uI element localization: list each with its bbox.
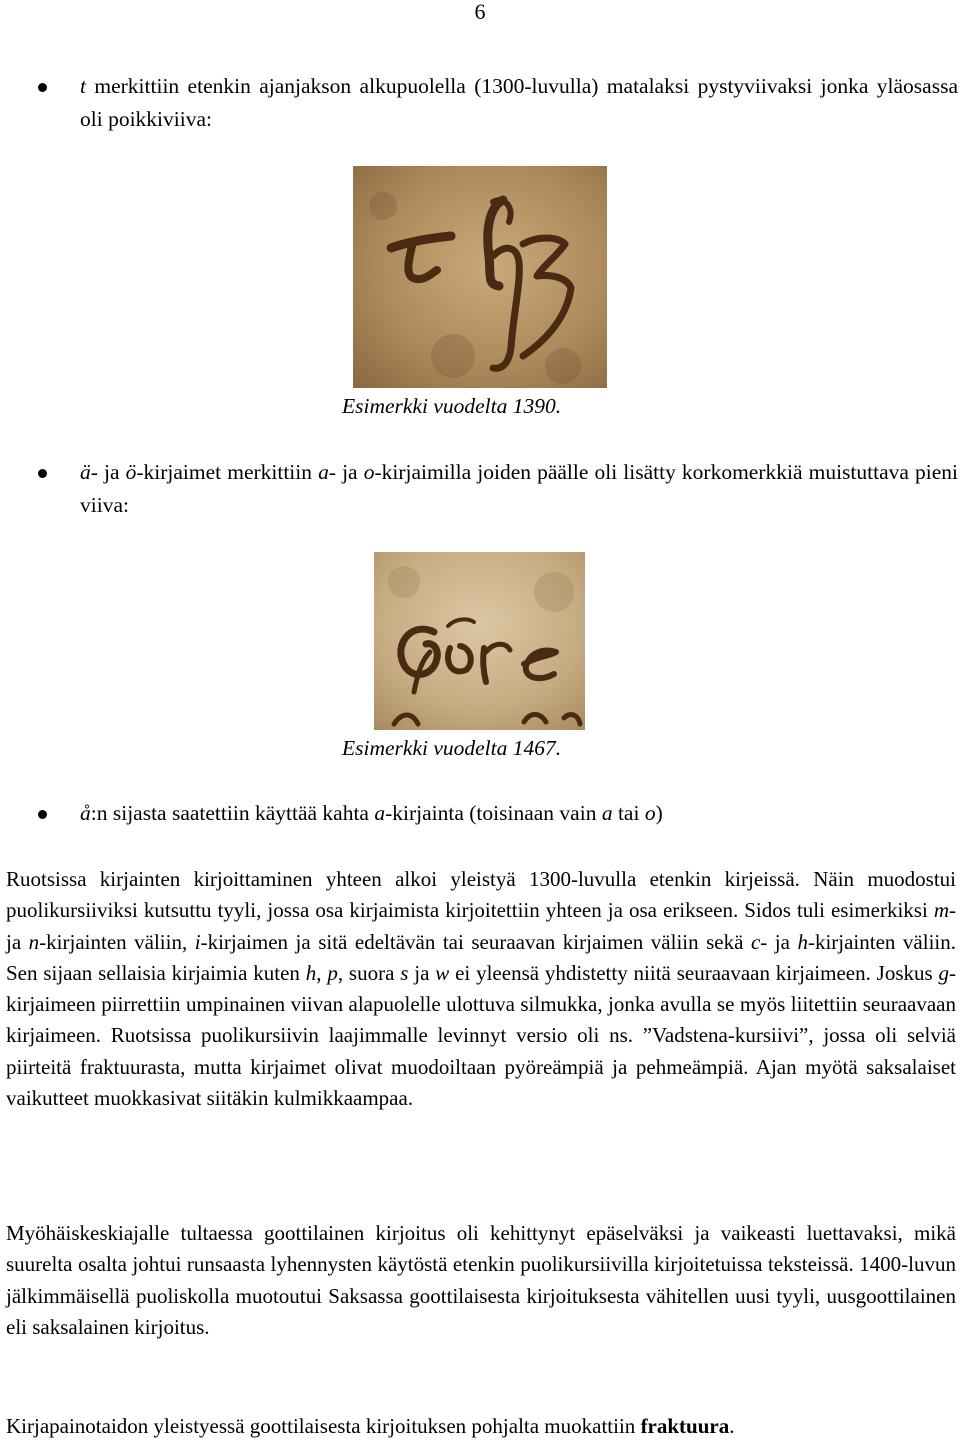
paragraph-uusgoottilainen: Myöhäiskeskiajalle tultaessa goottilainen kirjoitus oli kehittynyt epäselväksi ja vaikeasti luettavaksi, mikä suurelta osalta johtui runsaasta lyhennysten käytöstä etenkin puolikursiivilla kirjoitetuissa teksteissä. 1400-luvun jälkimmäisellä puoliskolla muotoutui Saksassa goottilaisesta kirjoituksesta vähitellen uusi tyyli, uusgoottilainen eli saksalainen kirjoitus.: [6, 1221, 956, 1339]
bullet-item-aring: [0, 797, 958, 830]
paragraph-puolikursiivi: Ruotsissa kirjainten kirjoittaminen yhteen alkoi yleistyä 1300-luvulla etenkin kirjeissä. Näin muodostui puolikursiiviksi kutsuttu tyyli, jossa osa kirjaimista kirjoitettiin yhteen ja osa erikseen. Sidos tuli esimerkiksi m- ja n-kirjainten väliin, i-kirjaimen ja sitä edeltävän tai seuraavan kirjaimen väliin sekä c- ja h-kirjainten väliin. Sen sijaan sellaisia kirjaimia kuten h, p, suora s ja w ei yleensä yhdistetty niitä seuraavaan kirjaimeen. Joskus g-kirjaimeen piirrettiin umpinainen viivan alapuolelle ulottuva silmukka, jonka avulla se myös liitettiin seuraavaan kirjaimeen. Ruotsissa puolikursiivin laajimmalle levinnyt versio oli ns. ”Vadstena-kursiivi”, jossa oli selviä piirteitä fraktuurasta, mutta kirjaimet olivat muodoiltaan pyöreämpiä ja pehmeämpiä. Ajan myötä saksalaiset vaikutteet muokkasivat siitäkin kulmikkaampaa.: [6, 867, 957, 1111]
bullet-item-ao: [0, 456, 958, 522]
manuscript-image-1467: [374, 552, 585, 730]
manuscript-sample-1390: [353, 166, 607, 388]
manuscript-image-1390: [353, 166, 607, 388]
bullet-icon: [38, 469, 47, 478]
caption-1467: Esimerkki vuodelta 1467.: [342, 736, 562, 760]
fraktuura-term: fraktuura: [640, 1414, 730, 1438]
bullet-item-t: [0, 70, 958, 136]
bullet-text: ä- ja ö-kirjaimet merkittiin a- ja o-kirjaimilla joiden päälle oli lisätty korkomerkkiä muistuttava pieni viiva:: [80, 460, 958, 517]
bullet-text: [80, 70, 958, 136]
letter-t: t: [80, 74, 86, 98]
manuscript-sample-1467: [374, 552, 585, 730]
bullet-icon: [38, 83, 47, 92]
bullet-icon: [38, 810, 47, 819]
caption-1390: Esimerkki vuodelta 1390.: [342, 394, 562, 418]
bullet-body: merkittiin etenkin ajanjakson alkupuolella (1300-luvulla) matalaksi pystyviivaksi jonka yläosassa oli poikkiviiva:: [80, 74, 958, 131]
paragraph-fraktuura: Kirjapainotaidon yleistyessä goottilaisesta kirjoituksen pohjalta muokattiin fraktuura.: [6, 1414, 735, 1438]
page-number: 6: [474, 0, 486, 24]
bullet-text: å:n sijasta saatettiin käyttää kahta a-kirjainta (toisinaan vain a tai o): [80, 801, 663, 825]
